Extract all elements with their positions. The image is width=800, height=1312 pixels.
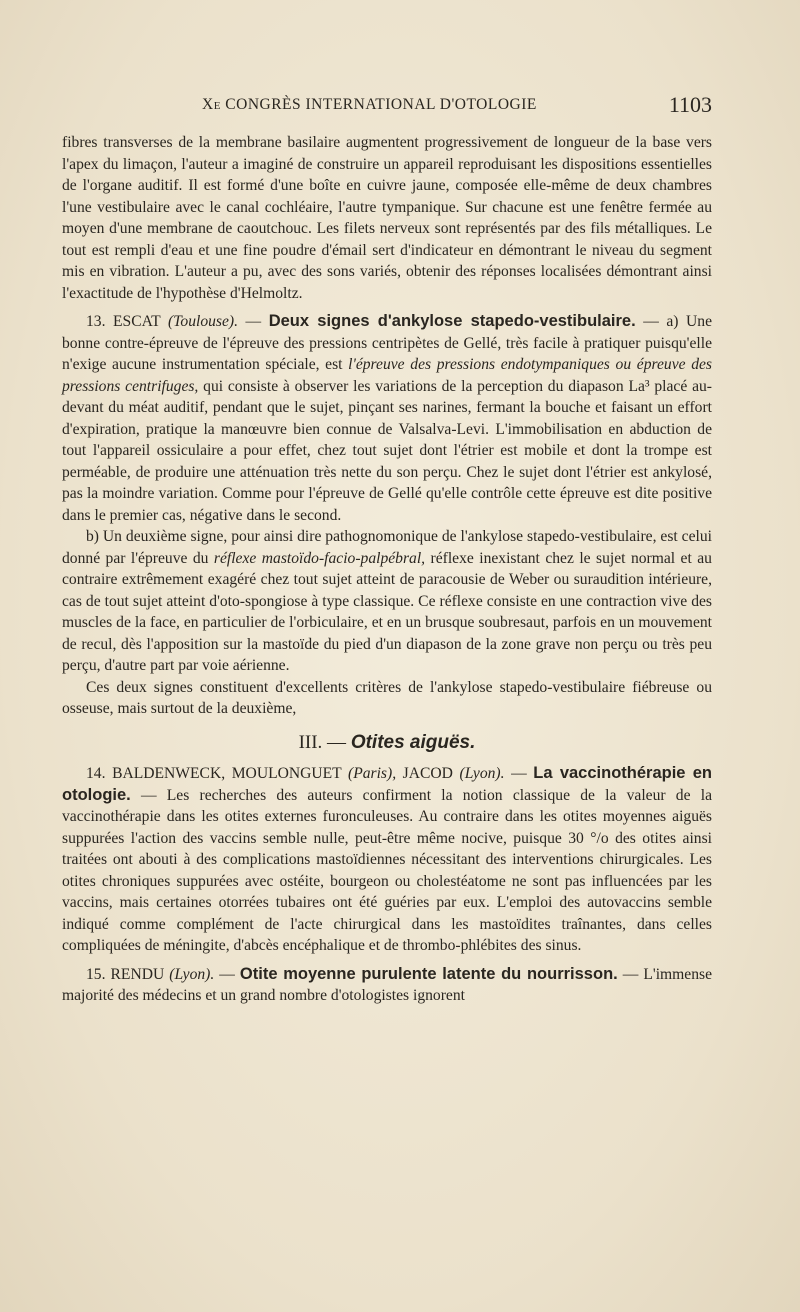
- entry-14-authors: 14. BALDENWECK, MOULONGUET: [86, 765, 349, 782]
- entry-15-dash: —: [214, 965, 240, 983]
- entry-13-b-start: b) Un deuxième signe, pour ainsi dire pathognomonique de l'ankylose stapedo-vestibulaire, est celui donné par l'épreuve du: [62, 528, 712, 567]
- entry-13-b-paragraph: [62, 526, 712, 677]
- entry-14-city-1: (Paris),: [348, 765, 397, 782]
- entry-14-dash: —: [504, 765, 534, 782]
- entry-13-conclusion: Ces deux signes constituent d'excellents critères de l'ankylose stapedo-vestibulaire fiébreuse ou osseuse, mais surtout de la deuxième,: [62, 678, 712, 717]
- entry-14: [62, 763, 712, 957]
- entry-14-author-3: JACOD: [396, 765, 460, 782]
- section-numeral: III. —: [298, 731, 351, 753]
- entry-13: [62, 311, 712, 526]
- entry-15-city: (Lyon).: [169, 965, 215, 983]
- entry-13-number-author: 13. ESCAT: [86, 313, 161, 330]
- entry-13-b-end: réflexe inexistant chez le sujet normal et au contraire extrêmement exagéré chez tout sujet atteint de paracousie de Weber ou suraudition intérieure, cas de tout sujet atteint d'oto-spongiose à type classique. Ce réflexe consiste en une contraction vive des muscles de la face, en particulier de l'orbiculaire, et en un brusque soubresaut, parfois en un mouvement de recul, dès l'apposition sur la mastoïde du pied d'un diapason de la zone grave non perçu ou très peu perçu, d'autre part par voie aérienne.: [62, 549, 712, 674]
- entry-13-a-start: — a) Une bonne contre-épreuve de l'épreuve des pressions centripètes de Gellé, très facile à pratiquer puisqu'elle n'exige aucune instrumentation spéciale, est: [62, 313, 713, 373]
- entry-13-a-end: qui consiste à observer les variations de la perception du diapason La³ placé au-devant du méat auditif, pendant que le sujet, pinçant ses narines, fermant la bouche et faisant un effort d'expiration, pratique la manœuvre bien connue de Valsalva-Levi. L'immobilisation en abduction de tout l'appareil ossiculaire a pour effet, chez tout sujet dont l'étrier est mobile et dont la trompe est perméable, de produire une atténuation très nette du son perçu. Chez le sujet dont l'étrier est ankylosé, pas la moindre variation. Comme pour l'épreuve de Gellé qu'elle contrôle cette épreuve est dite positive dans le premier cas, négative dans le second.: [62, 377, 712, 524]
- entry-13-dash: —: [238, 313, 269, 330]
- page-body: [62, 132, 712, 1007]
- entry-15-number-author: 15. RENDU: [86, 965, 170, 983]
- page-number: 1103: [668, 92, 712, 117]
- entry-13-b-italic: réflexe mastoïdo-facio-palpébral,: [213, 549, 426, 567]
- entry-13-city: (Toulouse).: [167, 313, 239, 330]
- entry-14-title: La vaccinothérapie en otologie.: [62, 764, 712, 804]
- entry-14-city-2: (Lyon).: [459, 765, 505, 782]
- entry-13-title: Deux signes d'ankylose stapedo-vestibulaire.: [268, 312, 636, 330]
- continuation-paragraph: fibres transverses de la membrane basilaire augmentent progressivement de longueur de la base vers l'apex du limaçon, l'auteur a imaginé de construire un appareil reproduisant les dispositions essentielles de l'organe auditif. Il est formé d'une boîte en cuivre jaune, composée elle-même de deux chambres l'une vestibulaire avec le canal cochléaire, l'autre tympanique. Sur chacune est une fenêtre fermée au moyen d'une membrane de caoutchouc. Les filets nerveux sont représentés par des fils métalliques. Le tout est rempli d'eau et une fine poudre d'émail sert d'indicateur en démontrant le niveau du segment mis en vibration. L'auteur a pu, avec des sons variés, obtenir des réponses localisées démontrant ainsi l'exactitude de l'hypothèse d'Helmoltz.: [62, 134, 712, 302]
- entry-13-a-italic: l'épreuve des pressions endotympaniques ou épreuve des pressions centrifuges,: [62, 356, 712, 395]
- entry-14-text: — Les recherches des auteurs confirment la notion classique de la valeur de la vaccinothérapie dans les otites externes furonculeuses. Au contraire dans les otites moyennes aiguës suppurées l'action des vaccins semble nulle, peut-être même nocive, puisque 30 °/o des otites ainsi traitées ont abouti à des complications mastoïdiennes nécessitant des interventions chirurgicales. Les otites chroniques suppurées avec ostéite, bourgeon ou cholestéatome ne sont pas influencées par les vaccins, mais certaines otorrées tubaires ont été guéries par eux. L'emploi des autovaccins semble indiqué comme complément de l'acte chirurgical dans les mastoïdites traînantes, dans celles compliquées de méningite, d'abcès encéphalique et de thrombo-phlébites des sinus.: [62, 786, 712, 954]
- section-title: Otites aiguës.: [350, 731, 476, 753]
- running-header: [62, 92, 712, 122]
- entry-15-title: Otite moyenne purulente latente du nourrisson.: [239, 964, 618, 983]
- entry-15-text: — L'immense majorité des médecins et un grand nombre d'otologistes ignorent: [62, 965, 713, 1004]
- header-title: Xe CONGRÈS INTERNATIONAL D'OTOLOGIE: [202, 96, 537, 113]
- entry-15: [62, 964, 712, 1007]
- section-heading: [62, 732, 712, 754]
